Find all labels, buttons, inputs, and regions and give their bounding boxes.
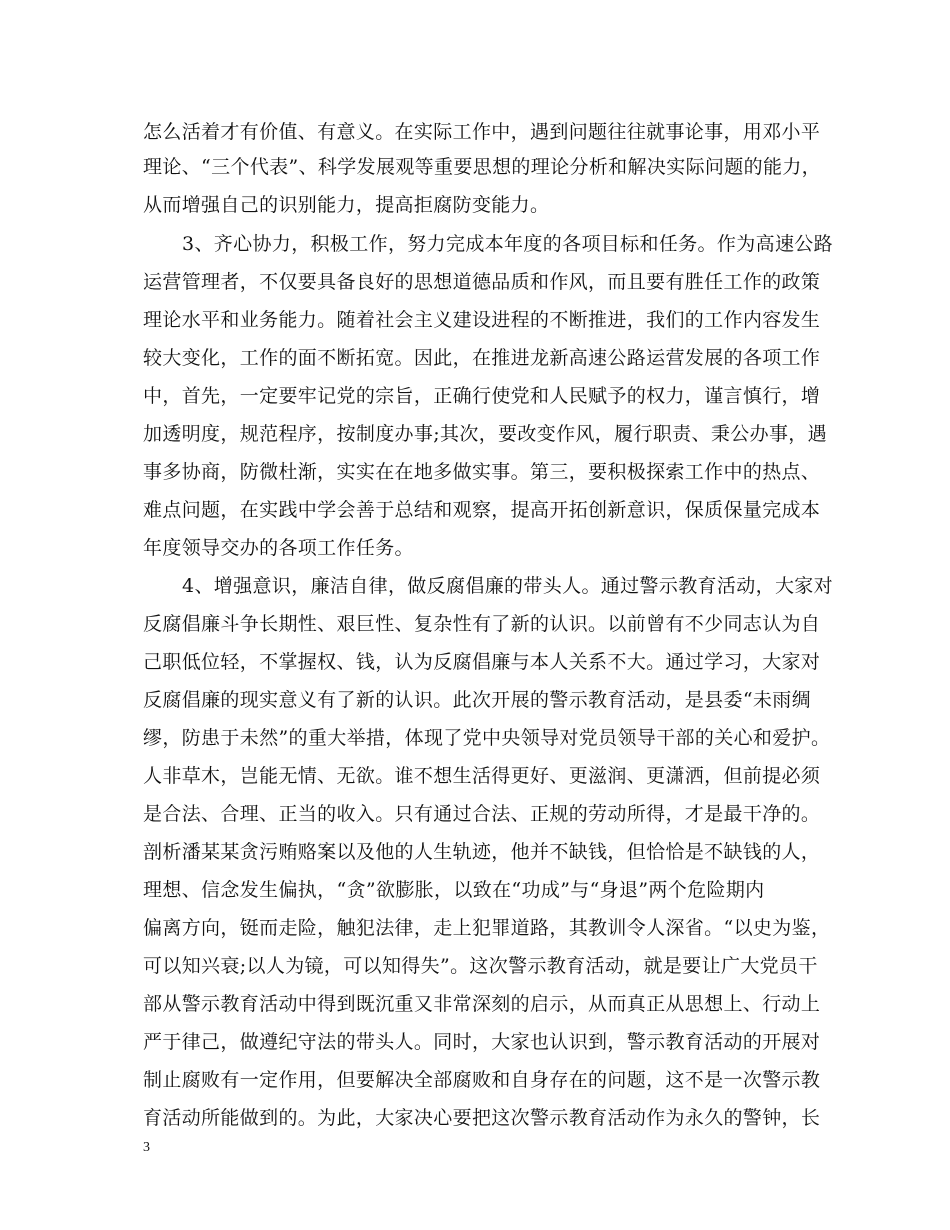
text-line: 部从警示教育活动中得到既沉重又非常深刻的启示，从而真正从思想上、行动上 (143, 993, 821, 1015)
text-line: 从而增强自己的识别能力，提高拒腐防变能力。 (143, 194, 550, 216)
text-line: 难点问题，在实践中学会善于总结和观察，提高开拓创新意识，保质保量完成本 (143, 499, 821, 521)
text-line: 事多协商，防微杜渐，实实在在地多做实事。第三，要积极探索工作中的热点、 (143, 461, 821, 483)
paragraph-4-first-line: 4、增强意识，廉洁自律，做反腐倡廉的带头人。通过警示教育活动，大家对 (182, 575, 833, 597)
text-line: 反腐倡廉的现实意义有了新的认识。此次开展的警示教育活动，是县委“未雨绸 (143, 689, 811, 711)
text-line: 可以知兴衰;以人为镜，可以知得失”。这次警示教育活动，就是要让广大党员干 (143, 955, 818, 977)
text-line: 加透明度，规范程序，按制度办事;其次，要改变作风，履行职责、秉公办事，遇 (143, 423, 828, 445)
text-line: 中，首先，一定要牢记党的宗旨，正确行使党和人民赋予的权力，谨言慎行，增 (143, 385, 821, 407)
paragraph-3-first-line: 3、齐心协力，积极工作，努力完成本年度的各项目标和任务。作为高速公路 (182, 233, 833, 255)
page-number: 3 (143, 1140, 150, 1155)
text-line: 己职低位轻，不掌握权、钱，认为反腐倡廉与本人关系不大。通过学习，大家对 (143, 651, 821, 673)
text-line: 较大变化，工作的面不断拓宽。因此，在推进龙新高速公路运营发展的各项工作 (143, 347, 821, 369)
text-line: 严于律己，做遵纪守法的带头人。同时，大家也认识到，警示教育活动的开展对 (143, 1031, 821, 1053)
text-line: 理论水平和业务能力。随着社会主义建设进程的不断推进，我们的工作内容发生 (143, 309, 821, 331)
text-line: 育活动所能做到的。为此，大家决心要把这次警示教育活动作为永久的警钟，长 (143, 1107, 821, 1129)
text-line: 剖析潘某某贪污贿赂案以及他的人生轨迹，他并不缺钱，但恰恰是不缺钱的人， (143, 841, 821, 863)
text-line: 反腐倡廉斗争长期性、艰巨性、复杂性有了新的认识。以前曾有不少同志认为自 (143, 613, 821, 635)
text-line: 偏离方向，铤而走险，触犯法律，走上犯罪道路，其教训令人深省。“以史为鉴， (143, 917, 831, 939)
text-line: 是合法、合理、正当的收入。只有通过合法、正规的劳动所得，才是最干净的。 (143, 803, 821, 825)
text-line: 制止腐败有一定作用，但要解决全部腐败和自身存在的问题，这不是一次警示教 (143, 1069, 821, 1091)
text-line: 运营管理者，不仅要具备良好的思想道德品质和作风，而且要有胜任工作的政策 (143, 271, 821, 293)
text-line: 缪，防患于未然”的重大举措，体现了党中央领导对党员领导干部的关心和爱护。 (143, 727, 831, 749)
text-line: 理论、“三个代表”、科学发展观等重要思想的理论分析和解决实际问题的能力， (143, 156, 822, 178)
text-line: 理想、信念发生偏执，“贪”欲膨胀，以致在“功成”与“身退”两个危险期内 (143, 879, 765, 901)
text-line: 年度领导交办的各项工作任务。 (143, 537, 414, 559)
text-line: 人非草木，岂能无情、无欲。谁不想生活得更好、更滋润、更潇洒，但前提必须 (143, 765, 821, 787)
text-line: 怎么活着才有价值、有意义。在实际工作中，遇到问题往往就事论事，用邓小平 (143, 121, 821, 143)
